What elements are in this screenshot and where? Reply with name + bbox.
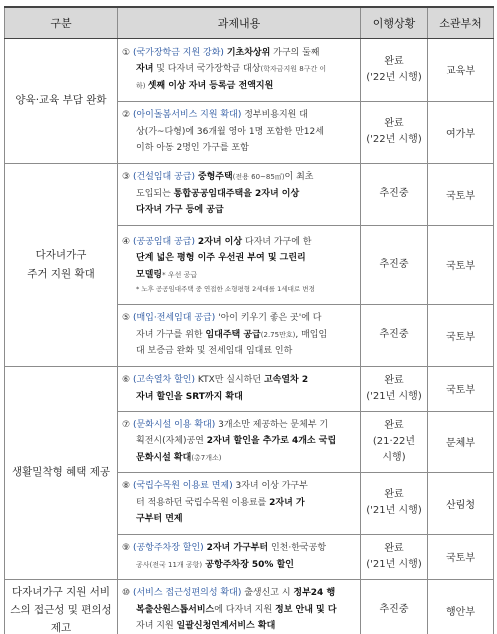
task-number: ③ [122, 172, 131, 183]
status-value: 추진중 [379, 258, 409, 270]
task-text: (2.75만호) [260, 330, 296, 339]
dept-cell: 국토부 [428, 163, 494, 225]
task-cell [118, 101, 361, 163]
task-text: 정부24 행 [293, 588, 336, 599]
task-text: 이하 아동 2명인 가구를 포함 [136, 143, 249, 154]
task-number: ⑤ [122, 313, 131, 324]
policy-table [4, 6, 494, 634]
task-text: 다자녀 가구 등에 공급 [136, 205, 224, 216]
task-text: 3자녀 이상 가구부 [235, 481, 308, 492]
category-cell [5, 163, 118, 366]
table-row [5, 163, 494, 225]
task-text: , 매입임 [295, 329, 328, 340]
task-text: 상(가~다형)에 36개월 영아 1명 포함한 만12세 [136, 126, 324, 137]
task-number: ⑦ [122, 419, 131, 430]
status-cell [361, 38, 428, 101]
task-text: 복출산원스톱서비스 [136, 604, 215, 615]
task-text: 정부비용지원 대 [244, 110, 308, 121]
category-cell [5, 579, 118, 634]
status-value: 완료 [384, 374, 404, 386]
task-text: '아이 키우기 좋은 곳'에 다 [218, 313, 322, 324]
status-value: 완료 [384, 419, 404, 431]
category-label: 주거 지원 확대 [27, 267, 95, 280]
task-text: 도입되는 [136, 188, 174, 199]
task-number: ⑨ [122, 543, 131, 553]
task-cell [118, 38, 361, 101]
task-text: * 우선 공급 [162, 270, 198, 279]
task-title: (국가장학금 지원 강화) [132, 47, 227, 58]
category-label: 다자녀가구 [35, 248, 87, 261]
task-title: (고속열차 할인) [132, 375, 198, 385]
header-dept: 소관부처 [428, 7, 494, 38]
task-text: 셋째 이상 자녀 등록금 전액지원 [147, 80, 274, 91]
status-cell [361, 472, 428, 534]
dept-cell: 국토부 [428, 304, 494, 366]
dept-cell: 여가부 [428, 101, 494, 163]
dept-cell: 산림청 [428, 472, 494, 534]
header-category: 구분 [5, 7, 118, 38]
task-cell [118, 534, 361, 579]
task-cell [118, 366, 361, 411]
dept-cell: 행안부 [428, 579, 494, 634]
task-text: 획전시(자체)공연 [136, 436, 207, 447]
task-number: ① [122, 47, 131, 58]
status-value: 추진중 [379, 188, 409, 199]
task-text: 및 다자녀 국가장학금 대상 [153, 64, 261, 75]
task-text: 가구의 둘째 [270, 47, 320, 58]
category-cell [5, 366, 118, 579]
task-text: 자녀 가구를 위한 [136, 329, 206, 340]
status-date: 시행) [382, 451, 406, 463]
category-cell [5, 38, 118, 163]
task-text: (전용 60~85㎡) [232, 173, 285, 182]
status-date: ('22년 시행) [366, 71, 422, 83]
status-cell [361, 579, 428, 634]
task-text: 출생신고 시 [244, 588, 294, 599]
status-cell [361, 304, 428, 366]
task-text: 이 최초 [284, 172, 314, 183]
status-cell [361, 101, 428, 163]
category-label: 제고 [50, 622, 72, 634]
task-cell [118, 411, 361, 472]
status-value: 완료 [384, 55, 404, 67]
category-label: 생활밀착형 혜택 제공 [12, 466, 110, 478]
task-cell [118, 579, 361, 634]
task-title: (문화시설 이용 확대) [132, 419, 219, 430]
task-text: 터 적용하던 국립수목원 이용료를 [136, 497, 270, 508]
task-text: 다자녀 가구에 한 [242, 236, 312, 247]
status-date: ('21년 시행) [366, 390, 422, 402]
task-number: ⑩ [122, 588, 131, 599]
task-text: 2자녀 가구부터 [206, 543, 269, 553]
task-cell [118, 304, 361, 366]
task-text: 일괄신청연계서비스 확대 [176, 621, 276, 632]
category-label: 스의 접근성 및 편의성 [10, 604, 112, 616]
task-text: 구부터 면제 [136, 514, 183, 525]
task-number: ⑥ [122, 375, 131, 385]
task-text: 2자녀 이상 [197, 236, 243, 247]
status-value: 완료 [384, 118, 404, 129]
task-cell [118, 163, 361, 225]
task-cell [118, 225, 361, 304]
header-status: 이행상황 [361, 7, 428, 38]
status-value: 추진중 [379, 329, 409, 340]
task-text: 3개소만 제공하는 문체부 기 [218, 419, 329, 430]
task-title: (공공임대 공급) [132, 236, 198, 247]
task-number: ⑧ [122, 481, 131, 492]
dept-cell: 교육부 [428, 38, 494, 101]
task-text: KTX만 실시하던 [197, 375, 264, 385]
task-number: ④ [122, 236, 131, 247]
task-title: (건설임대 공급) [132, 172, 198, 183]
dept-cell: 국토부 [428, 366, 494, 411]
task-text: 자녀 지원 [136, 621, 177, 632]
task-text: 임대주택 공급 [205, 329, 261, 340]
task-text: 공항주차장 50% 할인 [202, 559, 294, 570]
status-value: 추진중 [379, 604, 409, 615]
task-text: 모델링 [136, 269, 163, 280]
task-text: 통합공공임대주택을 2자녀 이상 [173, 188, 300, 199]
table-row [5, 366, 494, 411]
task-text: 기초차상위 [226, 47, 271, 58]
task-text: 대 보증금 완화 및 전세임대 임대료 인하 [136, 346, 293, 357]
status-date: ('21년 시행) [366, 558, 422, 570]
task-number: ② [122, 110, 131, 121]
task-title: (매입·전세임대 공급) [132, 313, 219, 324]
task-title: (아이돌봄서비스 지원 확대) [132, 110, 245, 121]
task-text: 고속열차 2 [263, 375, 309, 385]
task-text: 공사 [136, 560, 150, 569]
dept-cell: 문체부 [428, 411, 494, 472]
task-text: 에 다자녀 지원 [214, 604, 275, 615]
task-text: (총7개소) [191, 453, 222, 462]
table-row [5, 38, 494, 101]
table-row [5, 579, 494, 634]
task-text: (학자금지원 8구간 이 [260, 65, 327, 74]
dept-cell: 국토부 [428, 225, 494, 304]
task-text: 문화시설 확대 [136, 452, 192, 463]
category-label: 다자녀가구 지원 서비 [12, 586, 110, 598]
task-title: (국립수목원 이용료 면제) [132, 481, 236, 492]
status-value: 완료 [384, 489, 404, 500]
task-text: 중형주택 [197, 172, 233, 183]
task-text: 단계 넓은 평형 이주 우선권 부여 및 그린리 [136, 253, 306, 264]
task-text: 2자녀 가 [269, 497, 305, 508]
task-text: (전국 11개 공항) [149, 560, 203, 569]
task-text: 정보 안내 및 다 [275, 604, 337, 615]
task-text: 2자녀 할인을 추가로 4개소 국립 [206, 436, 337, 447]
task-cell [118, 472, 361, 534]
table-header-row [5, 7, 494, 38]
status-cell [361, 366, 428, 411]
status-cell [361, 163, 428, 225]
task-footnote: * 노후 공공임대주택 중 연접한 소형평형 2세대를 1세대로 변경 [136, 285, 315, 294]
task-text: 자녀 할인을 SRT까지 확대 [136, 391, 243, 402]
dept-cell: 국토부 [428, 534, 494, 579]
header-task: 과제내용 [118, 7, 361, 38]
task-text: 자녀 [136, 64, 154, 75]
status-cell [361, 534, 428, 579]
task-title: (공항주차장 할인) [132, 543, 207, 553]
status-cell [361, 411, 428, 472]
task-text: 인천·한국공항 [268, 543, 327, 553]
status-date: ('21년 시행) [366, 505, 422, 516]
status-value: 완료 [384, 542, 404, 554]
task-title: (서비스 접근성편의성 확대) [132, 588, 245, 599]
task-text: 하) [136, 81, 148, 90]
status-date: (21·22년 [372, 435, 416, 447]
status-date: ('22년 시행) [366, 134, 422, 145]
category-label: 양육·교육 부담 완화 [15, 94, 107, 106]
status-cell [361, 225, 428, 304]
